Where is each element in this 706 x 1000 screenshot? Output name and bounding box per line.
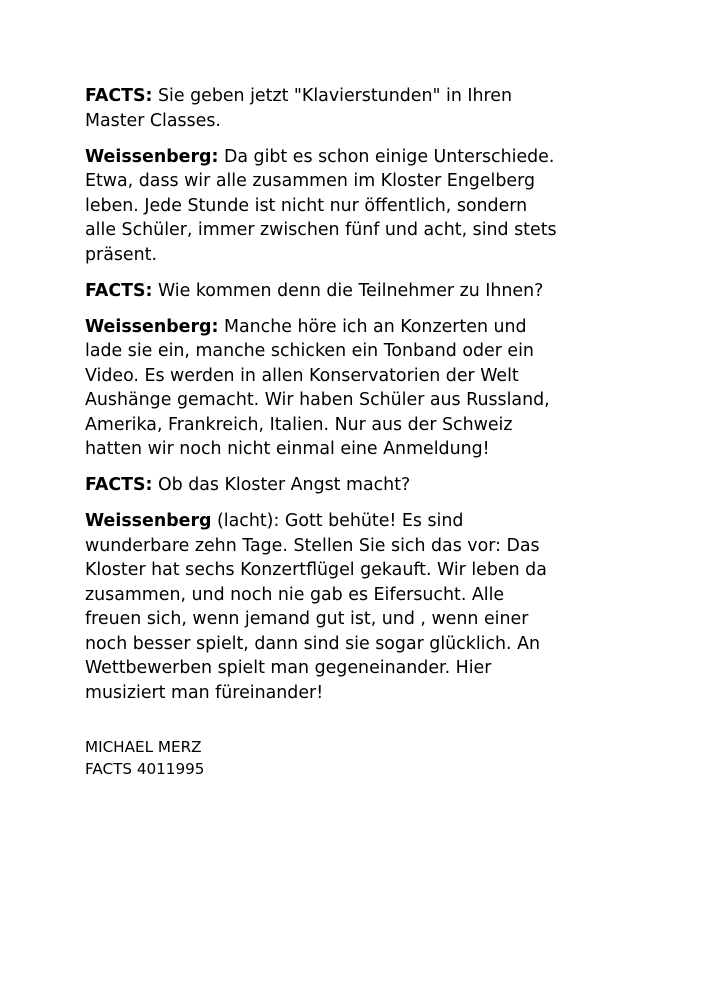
- text-line: Video. Es werden in allen Konservatorien der Welt: [85, 365, 519, 386]
- text-line: Aushänge gemacht. Wir haben Schüler aus Russland,: [85, 390, 550, 410]
- text-line: Wie kommen denn die Teilnehmer zu Ihnen?: [152, 280, 544, 301]
- speaker-label: Weissenberg: [85, 511, 212, 531]
- text-line: Sie geben jetzt "Klavierstunden" in Ihren: [152, 86, 513, 106]
- interview-paragraph: [85, 145, 630, 268]
- text-line: Wettbewerben spielt man gegeneinander. Hier: [85, 658, 492, 678]
- text-line: Ob das Kloster Angst macht?: [152, 475, 411, 495]
- source-citation: FACTS 4011995: [85, 760, 205, 778]
- text-line: freuen sich, wenn jemand gut ist, und , wenn einer: [85, 609, 529, 629]
- text-line: Master Classes.: [85, 110, 221, 131]
- text-line: alle Schüler, immer zwischen fünf und acht, sind stets: [85, 220, 557, 240]
- text-line: leben. Jede Stunde ist nicht nur öffentlich, sondern: [85, 195, 528, 216]
- speaker-label: FACTS:: [85, 475, 153, 495]
- text-line: wunderbare zehn Tage. Stellen Sie sich das vor: Das: [85, 535, 540, 556]
- speaker-label: FACTS:: [85, 280, 153, 301]
- author-name: MICHAEL MERZ: [85, 738, 202, 756]
- speaker-label: Weissenberg:: [85, 316, 219, 337]
- interview-paragraph: [85, 279, 630, 304]
- text-line: hatten wir noch nicht einmal eine Anmeldung!: [85, 439, 490, 459]
- text-line: Da gibt es schon einige Unterschiede.: [218, 146, 555, 167]
- text-line: Kloster hat sechs Konzertflügel gekauft. Wir leben da: [85, 560, 547, 580]
- document-page: [85, 84, 630, 780]
- text-line: Etwa, dass wir alle zusammen im Kloster Engelberg: [85, 171, 535, 191]
- text-line: noch besser spielt, dann sind sie sogar glücklich. An: [85, 633, 541, 654]
- interview-paragraph: [85, 509, 630, 705]
- text-line: musiziert man füreinander!: [85, 682, 324, 703]
- text-line: zusammen, und noch nie gab es Eifersucht. Alle: [85, 584, 505, 605]
- text-line: lade sie ein, manche schicken ein Tonband oder ein: [85, 341, 534, 361]
- text-line: Amerika, Frankreich, Italien. Nur aus der Schweiz: [85, 414, 513, 435]
- interview-paragraph: [85, 84, 630, 133]
- text-line: (lacht): Gott behüte! Es sind: [211, 511, 464, 531]
- byline: [85, 736, 630, 780]
- speaker-label: FACTS:: [85, 86, 153, 106]
- text-line: präsent.: [85, 244, 157, 265]
- interview-paragraph: [85, 473, 630, 498]
- interview-paragraph: [85, 315, 630, 462]
- text-line: Manche höre ich an Konzerten und: [218, 316, 527, 337]
- speaker-label: Weissenberg:: [85, 146, 219, 167]
